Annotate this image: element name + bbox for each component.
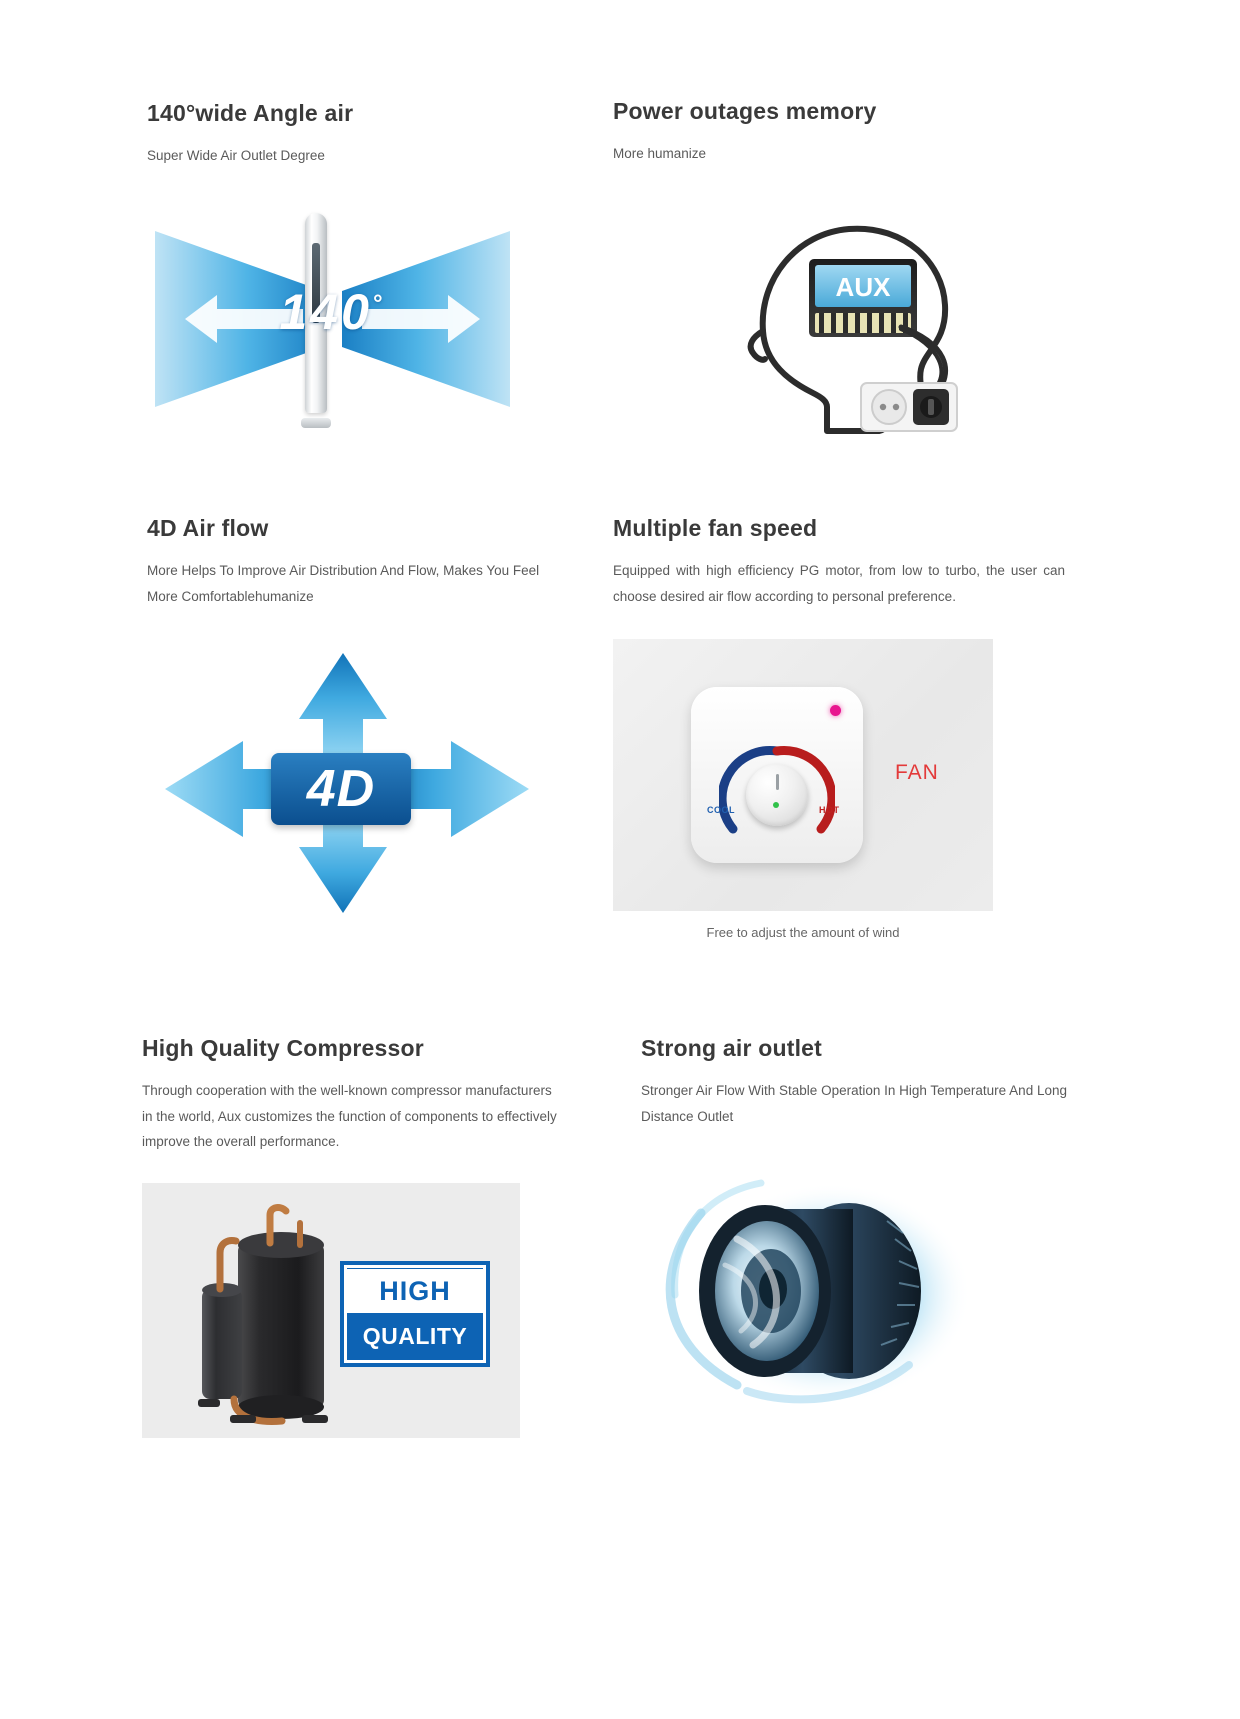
4d-badge: 4D	[271, 753, 411, 825]
rotary-knob[interactable]	[746, 764, 808, 826]
feature-title: High Quality Compressor	[142, 1035, 424, 1061]
blower-fan-illustration	[641, 1169, 1041, 1419]
wall-socket-icon	[861, 383, 957, 431]
feature-title: Power outages memory	[613, 98, 877, 124]
tower-base	[301, 418, 331, 428]
feature-multiple-fan-speed	[613, 515, 1065, 940]
feature-title: Multiple fan speed	[613, 515, 818, 541]
hot-label: HOT	[819, 805, 840, 816]
angle-number: 140	[279, 283, 372, 340]
feature-description: Equipped with high efficiency PG motor, from low to turbo, the user can choose desired air flow according to personal preference.	[613, 563, 1065, 604]
feature-title: 140°wide Angle air	[147, 100, 354, 126]
cross-flow-fan-graphic	[641, 1169, 1041, 1419]
angle-value-label	[147, 283, 517, 341]
4d-airflow-illustration	[147, 641, 547, 921]
memory-illustration	[613, 201, 1033, 461]
head-and-plug-graphic	[613, 201, 1033, 461]
wide-angle-illustration	[147, 213, 517, 428]
feature-description: More Helps To Improve Air Distribution And Flow, Makes You Feel More Comfortablehumanize	[147, 563, 540, 604]
image-caption: Free to adjust the amount of wind	[706, 925, 900, 941]
fan-label: FAN	[895, 761, 939, 785]
feature-strong-air-outlet	[641, 1035, 1081, 1419]
aux-brand-text: AUX	[835, 271, 891, 302]
feature-4d-air-flow	[147, 515, 567, 921]
feature-description: Super Wide Air Outlet Degree	[147, 148, 325, 163]
feature-power-outage-memory	[613, 98, 1093, 461]
badge-line-2: QUALITY	[362, 1322, 468, 1349]
fan-control-illustration	[613, 639, 993, 911]
tower-air-outlet	[325, 901, 359, 1001]
cool-label: COOL	[707, 805, 735, 816]
angle-degree-symbol: °	[371, 289, 385, 317]
feature-title: Strong air outlet	[641, 1035, 823, 1061]
thermostat-control-body	[691, 687, 863, 863]
status-led-indicator	[830, 705, 841, 716]
feature-description: More humanize	[613, 146, 707, 161]
badge-line-1: HIGH	[344, 1269, 486, 1313]
knob-pointer	[776, 774, 779, 790]
feature-title: 4D Air flow	[147, 515, 269, 541]
high-quality-badge	[340, 1261, 490, 1367]
feature-description: Through cooperation with the well-known compressor manufacturers in the world, Aux customizes the function of components to effectively improve the overall performance.	[142, 1083, 557, 1150]
compressor-illustration	[142, 1183, 520, 1438]
feature-description: Stronger Air Flow With Stable Operation In High Temperature And Long Distance Outlet	[641, 1083, 1067, 1124]
feature-wide-angle-air	[147, 100, 567, 428]
feature-high-quality-compressor	[142, 1035, 562, 1438]
